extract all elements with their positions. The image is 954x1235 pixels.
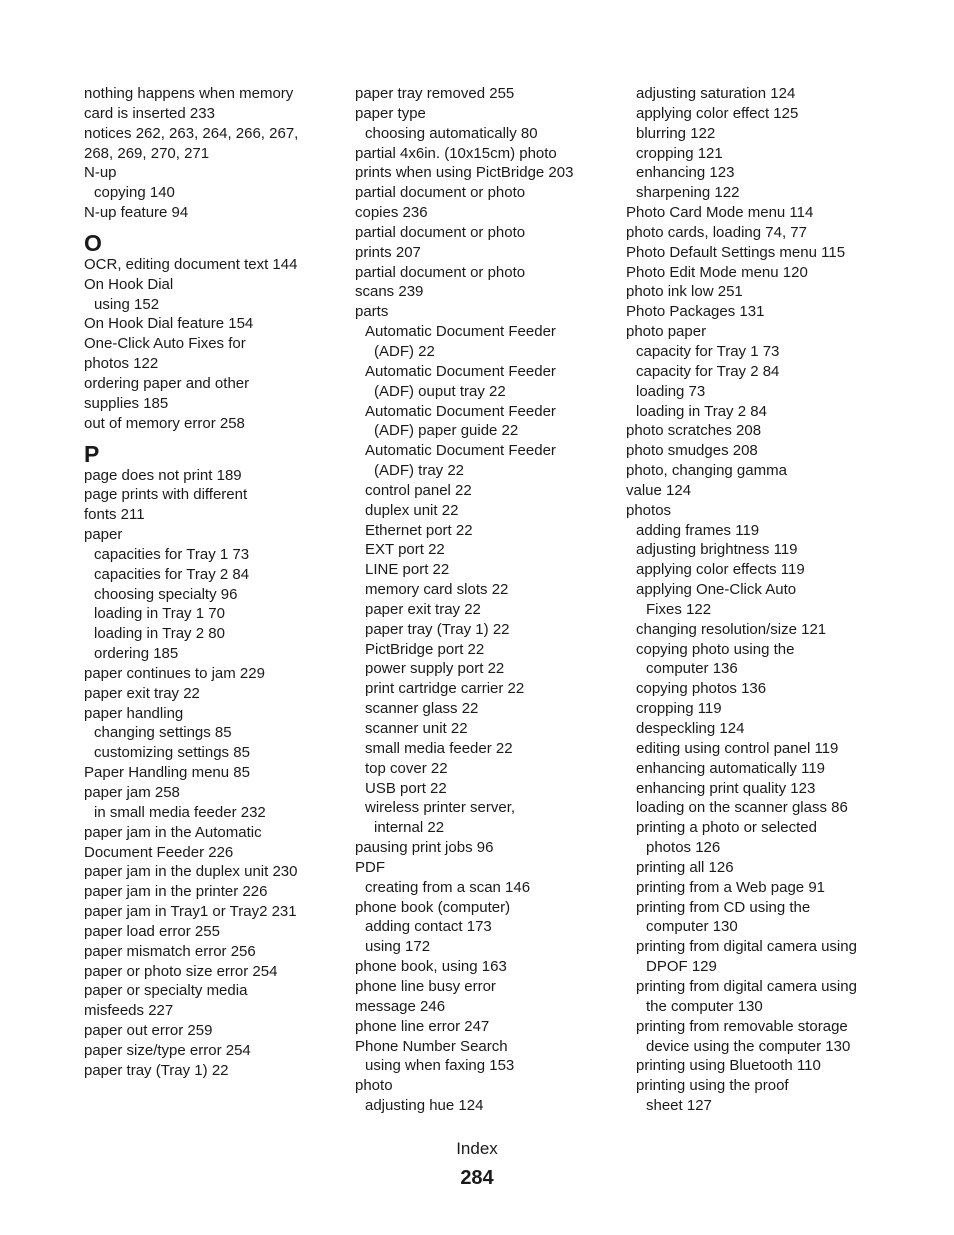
footer-section-label: Index: [456, 1139, 498, 1158]
index-subentry: copying photo using the: [636, 640, 795, 658]
index-entry: misfeeds 227: [84, 1002, 174, 1020]
index-entry: photo scratches 208: [626, 422, 762, 440]
index-subentry: control panel 22: [365, 481, 472, 499]
index-entry: nothing happens when memory: [84, 85, 294, 102]
index-subentry: PictBridge port 22: [365, 640, 485, 658]
index-subentry: in small media feeder 232: [94, 803, 266, 821]
index-subentry: blurring 122: [636, 124, 716, 142]
index-subentry: capacity for Tray 1 73: [636, 342, 780, 360]
index-subentry: capacities for Tray 2 84: [94, 565, 250, 583]
index-subentry: using 152: [94, 295, 160, 313]
index-entry: card is inserted 233: [84, 104, 215, 122]
index-entry: One-Click Auto Fixes for: [84, 335, 246, 353]
index-subentry: duplex unit 22: [365, 501, 459, 519]
index-entry: paper or photo size error 254: [84, 962, 278, 980]
index-subentry: adjusting brightness 119: [636, 541, 798, 559]
index-entry: page prints with different: [84, 486, 248, 504]
index-subentry: applying color effects 119: [636, 561, 805, 579]
index-entry: value 124: [626, 481, 692, 499]
index-subentry: print cartridge carrier 22: [365, 680, 525, 698]
index-entry: paper tray (Tray 1) 22: [84, 1061, 229, 1079]
index-subentry: adding frames 119: [636, 521, 760, 539]
index-subentry: cropping 121: [636, 144, 723, 162]
index-entry: Document Feeder 226: [84, 843, 234, 861]
index-subentry: printing from removable storage: [636, 1017, 848, 1035]
index-entry: Photo Packages 131: [626, 303, 765, 321]
index-subentry: Automatic Document Feeder: [365, 323, 556, 341]
index-subentry: enhancing automatically 119: [636, 759, 826, 777]
index-subentry: scanner glass 22: [365, 700, 479, 718]
index-entry: fonts 211: [84, 506, 145, 524]
index-subentry: cropping 119: [636, 700, 722, 718]
index-subentry: printing from digital camera using: [636, 977, 857, 995]
index-subentry: paper tray (Tray 1) 22: [365, 620, 510, 638]
index-subentry: top cover 22: [365, 759, 448, 777]
index-subentry: photos 126: [646, 839, 721, 857]
index-entry: paper load error 255: [84, 922, 220, 940]
index-entry: paper: [84, 526, 123, 544]
index-entry: out of memory error 258: [84, 414, 245, 432]
index-entry: paper type: [355, 104, 426, 122]
index-entry: message 246: [355, 997, 446, 1015]
index-subentry: loading in Tray 2 80: [94, 625, 225, 643]
index-entry: paper size/type error 254: [84, 1041, 251, 1059]
index-entry: phone line error 247: [355, 1017, 490, 1035]
index-entry: parts: [355, 303, 389, 321]
index-subentry: (ADF) ouput tray 22: [374, 382, 506, 400]
index-entry: On Hook Dial feature 154: [84, 315, 254, 333]
index-subentry: changing settings 85: [94, 724, 232, 742]
index-entry: prints when using PictBridge 203: [355, 164, 574, 182]
index-entry: OCR, editing document text 144: [84, 255, 298, 273]
index-subentry: Automatic Document Feeder: [365, 362, 556, 380]
index-subentry: power supply port 22: [365, 660, 505, 678]
index-subentry: (ADF) 22: [374, 342, 435, 360]
index-entry: paper mismatch error 256: [84, 942, 256, 960]
index-letter-heading: P: [84, 440, 100, 467]
index-subentry: editing using control panel 119: [636, 739, 839, 757]
index-subentry: printing a photo or selected: [636, 819, 817, 837]
index-subentry: Fixes 122: [646, 600, 712, 618]
index-entry: On Hook Dial: [84, 275, 174, 293]
index-subentry: applying One-Click Auto: [636, 581, 797, 599]
index-subentry: Automatic Document Feeder: [365, 402, 556, 420]
index-entry: paper jam 258: [84, 784, 180, 801]
index-subentry: computer 130: [646, 918, 738, 936]
index-subentry: applying color effect 125: [636, 104, 799, 122]
index-entry: partial document or photo: [355, 263, 526, 281]
index-subentry: printing using Bluetooth 110: [636, 1057, 821, 1075]
index-subentry: changing resolution/size 121: [636, 620, 827, 638]
index-entry: Photo Card Mode menu 114: [626, 204, 814, 222]
index-subentry: customizing settings 85: [94, 744, 250, 762]
index-subentry: LINE port 22: [365, 561, 450, 579]
index-subentry: Ethernet port 22: [365, 521, 473, 539]
index-letter-heading: O: [84, 229, 102, 256]
index-entry: Photo Default Settings menu 115: [626, 243, 846, 261]
index-subentry: sheet 127: [646, 1097, 712, 1115]
index-subentry: paper exit tray 22: [365, 600, 481, 618]
index-entry: Paper Handling menu 85: [84, 764, 250, 782]
index-entry: ordering paper and other: [84, 374, 250, 392]
index-subentry: printing from CD using the: [636, 898, 811, 916]
index-subentry: capacity for Tray 2 84: [636, 362, 780, 380]
index-entry: partial document or photo: [355, 223, 526, 241]
index-subentry: enhancing print quality 123: [636, 779, 816, 797]
index-entry: phone book (computer): [355, 898, 511, 916]
index-subentry: sharpening 122: [636, 184, 740, 202]
index-subentry: USB port 22: [365, 779, 447, 797]
index-entry: partial document or photo: [355, 184, 526, 202]
index-subentry: the computer 130: [646, 997, 763, 1015]
index-subentry: copying photos 136: [636, 680, 767, 698]
index-entry: copies 236: [355, 204, 428, 222]
index-column-1: [84, 84, 346, 1081]
index-subentry: device using the computer 130: [646, 1037, 851, 1055]
index-subentry: wireless printer server,: [365, 799, 516, 817]
index-entry: paper exit tray 22: [84, 684, 200, 702]
index-entry: N-up: [84, 164, 117, 182]
index-entry: photo: [355, 1077, 393, 1095]
index-subentry: loading on the scanner glass 86: [636, 799, 848, 817]
index-subentry: computer 136: [646, 660, 738, 678]
index-subentry: memory card slots 22: [365, 581, 509, 599]
index-entry: notices 262, 263, 264, 266, 267,: [84, 124, 299, 142]
index-entry: paper jam in the printer 226: [84, 883, 268, 901]
index-entry: Phone Number Search: [355, 1037, 508, 1055]
index-subentry: loading in Tray 2 84: [636, 402, 767, 420]
index-entry: PDF: [355, 858, 385, 876]
index-entry: pausing print jobs 96: [355, 839, 494, 857]
index-subentry: enhancing 123: [636, 164, 735, 182]
index-entry: photo paper: [626, 323, 707, 341]
index-subentry: choosing specialty 96: [94, 585, 238, 603]
index-subentry: adjusting saturation 124: [636, 85, 796, 102]
index-subentry: ordering 185: [94, 645, 179, 663]
index-subentry: small media feeder 22: [365, 739, 513, 757]
index-subentry: loading 73: [636, 382, 706, 400]
index-subentry: using 172: [365, 938, 431, 956]
index-subentry: despeckling 124: [636, 720, 745, 737]
index-entry: paper tray removed 255: [355, 85, 515, 102]
index-entry: photo ink low 251: [626, 283, 743, 301]
index-subentry: adjusting hue 124: [365, 1097, 484, 1115]
index-subentry: printing from digital camera using: [636, 938, 857, 956]
index-entry: paper out error 259: [84, 1022, 213, 1040]
index-subentry: EXT port 22: [365, 541, 445, 559]
index-subentry: using when faxing 153: [365, 1057, 515, 1075]
index-subentry: scanner unit 22: [365, 720, 468, 737]
index-entry: phone book, using 163: [355, 958, 507, 976]
index-entry: paper continues to jam 229: [84, 664, 265, 682]
index-entry: scans 239: [355, 283, 424, 301]
index-entry: paper or specialty media: [84, 982, 248, 1000]
index-entry: photos: [626, 501, 672, 519]
index-entry: phone line busy error: [355, 977, 496, 995]
index-subentry: printing from a Web page 91: [636, 878, 826, 896]
index-column-3: [626, 84, 888, 1116]
index-entry: photo cards, loading 74, 77: [626, 223, 807, 241]
index-subentry: internal 22: [374, 819, 445, 837]
index-entry: prints 207: [355, 243, 421, 261]
index-entry: photo smudges 208: [626, 442, 758, 460]
index-subentry: copying 140: [94, 184, 175, 202]
index-entry: photo, changing gamma: [626, 462, 787, 480]
page-number: 284: [460, 1167, 494, 1189]
index-entry: partial 4x6in. (10x15cm) photo: [355, 144, 557, 162]
index-subentry: creating from a scan 146: [365, 878, 531, 896]
index-subentry: DPOF 129: [646, 958, 717, 976]
index-entry: supplies 185: [84, 394, 169, 412]
index-entry: N-up feature 94: [84, 204, 189, 222]
index-subentry: printing all 126: [636, 858, 734, 876]
index-entry: photos 122: [84, 355, 159, 373]
index-entry: Photo Edit Mode menu 120: [626, 263, 808, 281]
index-subentry: printing using the proof: [636, 1077, 789, 1095]
index-subentry: (ADF) paper guide 22: [374, 422, 519, 440]
index-entry: paper jam in the duplex unit 230: [84, 863, 298, 881]
index-subentry: Automatic Document Feeder: [365, 442, 556, 460]
index-entry: page does not print 189: [84, 466, 242, 484]
index-subentry: capacities for Tray 1 73: [94, 545, 250, 563]
index-entry: paper handling: [84, 704, 184, 722]
index-subentry: adding contact 173: [365, 918, 492, 936]
index-subentry: choosing automatically 80: [365, 124, 538, 142]
index-subentry: (ADF) tray 22: [374, 462, 465, 480]
index-entry: paper jam in Tray1 or Tray2 231: [84, 903, 297, 921]
index-column-2: [355, 84, 617, 1116]
index-entry: paper jam in the Automatic: [84, 823, 262, 841]
index-subentry: loading in Tray 1 70: [94, 605, 225, 623]
index-entry: 268, 269, 270, 271: [84, 144, 210, 162]
